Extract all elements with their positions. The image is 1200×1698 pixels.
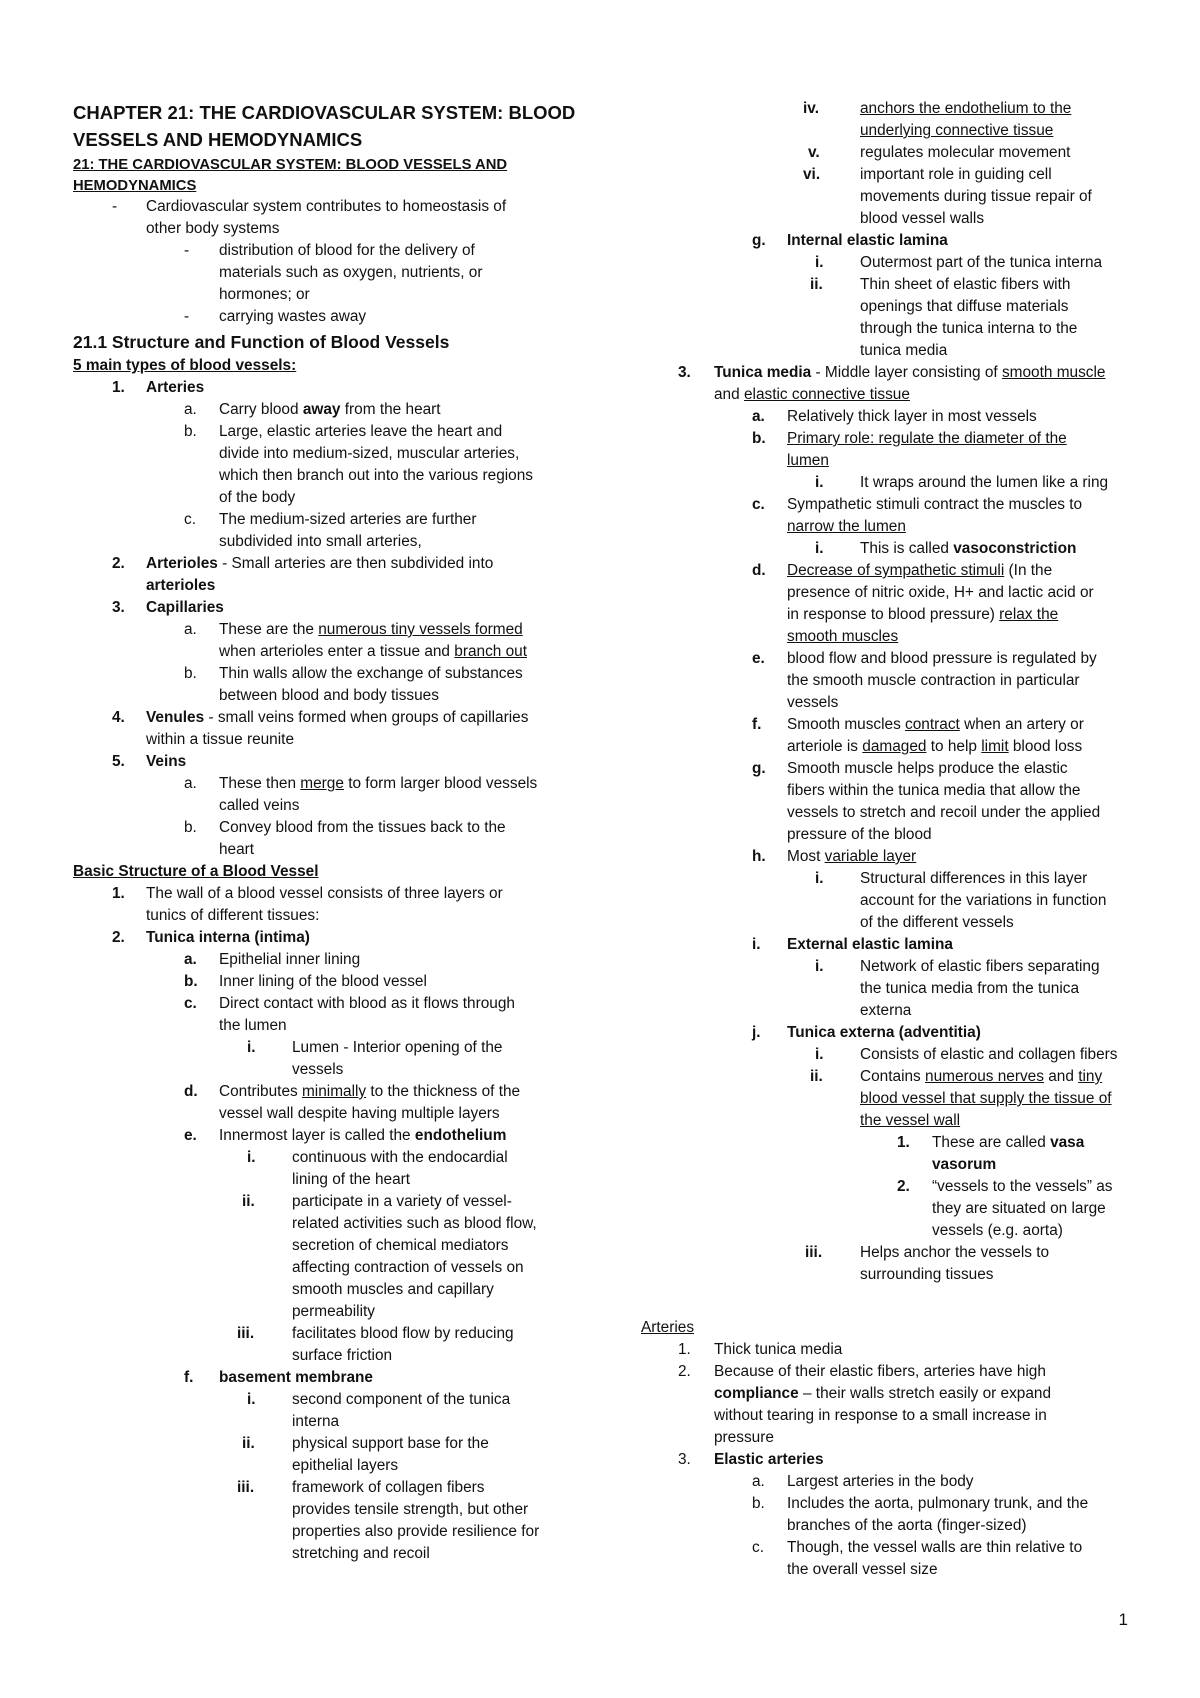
list-letter: e. xyxy=(752,650,765,667)
list-number: 1. xyxy=(112,885,125,902)
list-item: in response to blood pressure) relax the xyxy=(787,606,1059,623)
section-heading: 21.1 Structure and Function of Blood Vessels xyxy=(73,332,450,352)
list-letter: h. xyxy=(752,848,766,865)
list-item: between blood and body tissues xyxy=(219,687,439,704)
list-roman: i. xyxy=(815,870,824,887)
subtitle-line-2: HEMODYNAMICS xyxy=(73,178,197,194)
list-item-arteries: Arteries xyxy=(146,379,205,396)
list-item: movements during tissue repair of xyxy=(860,188,1092,205)
list-item: tunica media xyxy=(860,342,948,359)
list-item-arterioles: Arterioles - Small arteries are then subdivided into xyxy=(146,555,494,572)
list-item: surrounding tissues xyxy=(860,1266,994,1283)
list-item: the overall vessel size xyxy=(787,1561,938,1578)
list-letter: b. xyxy=(184,423,197,440)
list-roman: v. xyxy=(808,144,820,161)
list-letter: a. xyxy=(184,951,197,968)
list-item: Most variable layer xyxy=(787,848,917,865)
list-item: smooth muscles and capillary xyxy=(292,1281,494,1298)
list-roman: vi. xyxy=(803,166,821,183)
list-item: Relatively thick layer in most vessels xyxy=(787,408,1037,425)
list-item-tunica-media: Tunica media - Middle layer consisting of smooth muscle xyxy=(714,364,1106,381)
subtitle-line-1: 21: THE CARDIOVASCULAR SYSTEM: BLOOD VESSELS AND xyxy=(73,157,508,173)
list-item: divide into medium-sized, muscular arteries, xyxy=(219,445,520,462)
list-item: vessels xyxy=(787,694,839,711)
list-item: interna xyxy=(292,1413,340,1430)
list-item: blood flow and blood pressure is regulated by xyxy=(787,650,1097,667)
dash-bullet: - xyxy=(184,242,190,259)
list-item: branches of the aorta (finger-sized) xyxy=(787,1517,1027,1534)
list-item: Primary role: regulate the diameter of the xyxy=(787,430,1067,447)
list-letter: i. xyxy=(752,936,761,953)
basic-structure-heading: Basic Structure of a Blood Vessel xyxy=(73,863,319,880)
list-item: externa xyxy=(860,1002,912,1019)
list-item-tunica-interna: Tunica interna (intima) xyxy=(146,929,310,946)
list-item: The wall of a blood vessel consists of three layers or xyxy=(146,885,503,902)
list-item-internal-elastic-lamina: Internal elastic lamina xyxy=(787,232,948,249)
list-number: 2. xyxy=(678,1363,691,1380)
list-item: vessels to stretch and recoil under the applied xyxy=(787,804,1101,821)
list-letter: b. xyxy=(752,430,766,447)
list-letter: a. xyxy=(184,775,197,792)
list-item: framework of collagen fibers xyxy=(292,1479,485,1496)
list-item: Smooth muscle helps produce the elastic xyxy=(787,760,1068,777)
types-heading: 5 main types of blood vessels: xyxy=(73,357,297,374)
list-number: 2. xyxy=(112,555,125,572)
list-roman: ii. xyxy=(242,1193,255,1210)
list-item: the tunica media from the tunica xyxy=(860,980,1080,997)
list-letter: c. xyxy=(752,1539,764,1556)
list-item: openings that diffuse materials xyxy=(860,298,1069,315)
intro-line: Cardiovascular system contributes to homeostasis of xyxy=(146,198,507,215)
list-item: vessel wall despite having multiple layers xyxy=(219,1105,500,1122)
list-letter: d. xyxy=(752,562,766,579)
list-item: Helps anchor the vessels to xyxy=(860,1244,1050,1261)
list-item: which then branch out into the various regions xyxy=(219,467,533,484)
list-item: Innermost layer is called the endothelium xyxy=(219,1127,507,1144)
list-item: Thick tunica media xyxy=(714,1341,843,1358)
list-item: arterioles xyxy=(146,577,216,594)
list-letter: b. xyxy=(752,1495,765,1512)
list-number: 3. xyxy=(678,364,691,381)
list-item: Consists of elastic and collagen fibers xyxy=(860,1046,1118,1063)
list-item: facilitates blood flow by reducing xyxy=(292,1325,514,1342)
list-item: Large, elastic arteries leave the heart and xyxy=(219,423,503,440)
list-item: properties also provide resilience for xyxy=(292,1523,540,1540)
list-item: within a tissue reunite xyxy=(146,731,294,748)
list-roman: ii. xyxy=(810,276,823,293)
list-item: It wraps around the lumen like a ring xyxy=(860,474,1109,491)
list-item: regulates molecular movement xyxy=(860,144,1071,161)
list-item: the smooth muscle contraction in particular xyxy=(787,672,1080,689)
list-item-venules: Venules - small veins formed when groups of capillaries xyxy=(146,709,529,726)
list-item: provides tensile strength, but other xyxy=(292,1501,529,1518)
list-item: Structural differences in this layer xyxy=(860,870,1088,887)
list-item: Though, the vessel walls are thin relative to xyxy=(787,1539,1083,1556)
list-item: physical support base for the xyxy=(292,1435,489,1452)
list-letter: a. xyxy=(752,1473,765,1490)
list-number: 1. xyxy=(678,1341,691,1358)
list-roman: i. xyxy=(815,1046,824,1063)
list-item: Epithelial inner lining xyxy=(219,951,361,968)
list-roman: iii. xyxy=(237,1479,255,1496)
list-item: subdivided into small arteries, xyxy=(219,533,422,550)
list-item: presence of nitric oxide, H+ and lactic acid or xyxy=(787,584,1094,601)
list-item: anchors the endothelium to the xyxy=(860,100,1072,117)
list-item: Contains numerous nerves and tiny xyxy=(860,1068,1103,1085)
list-item: of the different vessels xyxy=(860,914,1014,931)
list-roman: i. xyxy=(247,1149,256,1166)
list-item: fibers within the tunica media that allow the xyxy=(787,782,1081,799)
list-letter: b. xyxy=(184,973,198,990)
list-letter: g. xyxy=(752,760,766,777)
list-roman: i. xyxy=(815,540,824,557)
list-item: Because of their elastic fibers, arteries have high xyxy=(714,1363,1046,1380)
intro-line: other body systems xyxy=(146,220,280,237)
list-item: vessels xyxy=(292,1061,344,1078)
list-letter: e. xyxy=(184,1127,197,1144)
list-roman: i. xyxy=(815,254,824,271)
list-number: 2. xyxy=(112,929,125,946)
list-letter: c. xyxy=(752,496,765,513)
list-item: compliance – their walls stretch easily or expand xyxy=(714,1385,1052,1402)
intro-line: distribution of blood for the delivery of xyxy=(219,242,475,259)
list-item: related activities such as blood flow, xyxy=(292,1215,537,1232)
list-number: 2. xyxy=(897,1178,910,1195)
list-item: narrow the lumen xyxy=(787,518,906,535)
list-roman: i. xyxy=(815,474,824,491)
list-roman: i. xyxy=(247,1391,256,1408)
intro-line: materials such as oxygen, nutrients, or xyxy=(219,264,483,281)
list-item-external-elastic-lamina: External elastic lamina xyxy=(787,936,953,953)
list-item: These are called vasa xyxy=(932,1134,1085,1151)
intro-line: hormones; or xyxy=(219,286,310,303)
list-item: stretching and recoil xyxy=(292,1545,430,1562)
page-number: 1 xyxy=(1118,1610,1128,1629)
list-item: The medium-sized arteries are further xyxy=(219,511,477,528)
list-item: Direct contact with blood as it flows through xyxy=(219,995,515,1012)
list-item: continuous with the endocardial xyxy=(292,1149,508,1166)
list-letter: a. xyxy=(184,401,197,418)
page-title-line-1: CHAPTER 21: THE CARDIOVASCULAR SYSTEM: BLOOD xyxy=(73,102,576,123)
list-item-veins: Veins xyxy=(146,753,187,770)
list-item: Largest arteries in the body xyxy=(787,1473,974,1490)
list-number: 4. xyxy=(112,709,125,726)
list-item: surface friction xyxy=(292,1347,393,1364)
list-item: heart xyxy=(219,841,255,858)
dash-bullet: - xyxy=(184,308,190,325)
list-item: blood vessel walls xyxy=(860,210,985,227)
list-roman: i. xyxy=(247,1039,256,1056)
list-item: second component of the tunica xyxy=(292,1391,511,1408)
list-item: without tearing in response to a small increase in xyxy=(714,1407,1047,1424)
list-item: the vessel wall xyxy=(860,1112,961,1129)
list-item: secretion of chemical mediators xyxy=(292,1237,509,1254)
list-item: account for the variations in function xyxy=(860,892,1107,909)
intro-line: carrying wastes away xyxy=(219,308,367,325)
list-letter: b. xyxy=(184,819,197,836)
list-letter: g. xyxy=(752,232,766,249)
list-item: lining of the heart xyxy=(292,1171,411,1188)
list-item: when arterioles enter a tissue and branch out xyxy=(219,643,528,660)
list-roman: ii. xyxy=(810,1068,823,1085)
list-item: Thin walls allow the exchange of substances xyxy=(219,665,523,682)
list-letter: d. xyxy=(184,1083,198,1100)
list-number: 3. xyxy=(112,599,125,616)
list-item: tunics of different tissues: xyxy=(146,907,320,924)
list-item: pressure of the blood xyxy=(787,826,932,843)
list-letter: b. xyxy=(184,665,197,682)
list-item: smooth muscles xyxy=(787,628,899,645)
list-item-elastic-arteries: Elastic arteries xyxy=(714,1451,824,1468)
page-title-line-2: VESSELS AND HEMODYNAMICS xyxy=(73,129,363,150)
list-item: Outermost part of the tunica interna xyxy=(860,254,1103,271)
list-item: Smooth muscles contract when an artery or xyxy=(787,716,1084,733)
list-letter: a. xyxy=(752,408,765,425)
list-letter: f. xyxy=(752,716,762,733)
list-roman: iii. xyxy=(237,1325,255,1342)
list-item: Carry blood away from the heart xyxy=(219,401,441,418)
list-number: 1. xyxy=(897,1134,910,1151)
list-item: blood vessel that supply the tissue of xyxy=(860,1090,1112,1107)
list-item: participate in a variety of vessel- xyxy=(292,1193,512,1210)
list-number: 1. xyxy=(112,379,125,396)
list-roman: iv. xyxy=(803,100,819,117)
dash-bullet: - xyxy=(112,198,118,215)
list-roman: i. xyxy=(815,958,824,975)
list-item-capillaries: Capillaries xyxy=(146,599,224,616)
list-item: Decrease of sympathetic stimuli (In the xyxy=(787,562,1053,579)
list-item: affecting contraction of vessels on xyxy=(292,1259,524,1276)
list-item: Sympathetic stimuli contract the muscles to xyxy=(787,496,1083,513)
list-roman: ii. xyxy=(242,1435,255,1452)
list-item: the lumen xyxy=(219,1017,287,1034)
list-item: Includes the aorta, pulmonary trunk, and the xyxy=(787,1495,1089,1512)
list-letter: f. xyxy=(184,1369,194,1386)
list-item: vasorum xyxy=(932,1156,997,1173)
list-item: “vessels to the vessels” as xyxy=(932,1178,1113,1195)
list-item: Inner lining of the blood vessel xyxy=(219,973,427,990)
list-item: Thin sheet of elastic fibers with xyxy=(860,276,1071,293)
list-item: and elastic connective tissue xyxy=(714,386,910,403)
list-number: 5. xyxy=(112,753,125,770)
list-item: arteriole is damaged to help limit blood loss xyxy=(787,738,1083,755)
list-item: These then merge to form larger blood vessels xyxy=(219,775,538,792)
list-item: they are situated on large xyxy=(932,1200,1106,1217)
list-roman: iii. xyxy=(805,1244,823,1261)
list-item: called veins xyxy=(219,797,300,814)
list-letter: a. xyxy=(184,621,197,638)
list-item: Lumen - Interior opening of the xyxy=(292,1039,503,1056)
list-item: underlying connective tissue xyxy=(860,122,1054,139)
list-item: through the tunica interna to the xyxy=(860,320,1078,337)
list-item: These are the numerous tiny vessels formed xyxy=(219,621,523,638)
list-item: Contributes minimally to the thickness of the xyxy=(219,1083,521,1100)
list-item-basement-membrane: basement membrane xyxy=(219,1369,373,1386)
list-item: vessels (e.g. aorta) xyxy=(932,1222,1063,1239)
list-number: 3. xyxy=(678,1451,691,1468)
list-letter: c. xyxy=(184,995,197,1012)
list-letter: j. xyxy=(752,1024,761,1041)
list-item: epithelial layers xyxy=(292,1457,399,1474)
arteries-heading: Arteries xyxy=(641,1319,695,1336)
list-letter: c. xyxy=(184,511,196,528)
list-item: lumen xyxy=(787,452,829,469)
list-item: important role in guiding cell xyxy=(860,166,1052,183)
list-item-tunica-externa: Tunica externa (adventitia) xyxy=(787,1024,981,1041)
list-item: Convey blood from the tissues back to the xyxy=(219,819,506,836)
list-item: pressure xyxy=(714,1429,774,1446)
list-item: permeability xyxy=(292,1303,375,1320)
list-item: Network of elastic fibers separating xyxy=(860,958,1100,975)
list-item: of the body xyxy=(219,489,296,506)
list-item: This is called vasoconstriction xyxy=(860,540,1077,557)
